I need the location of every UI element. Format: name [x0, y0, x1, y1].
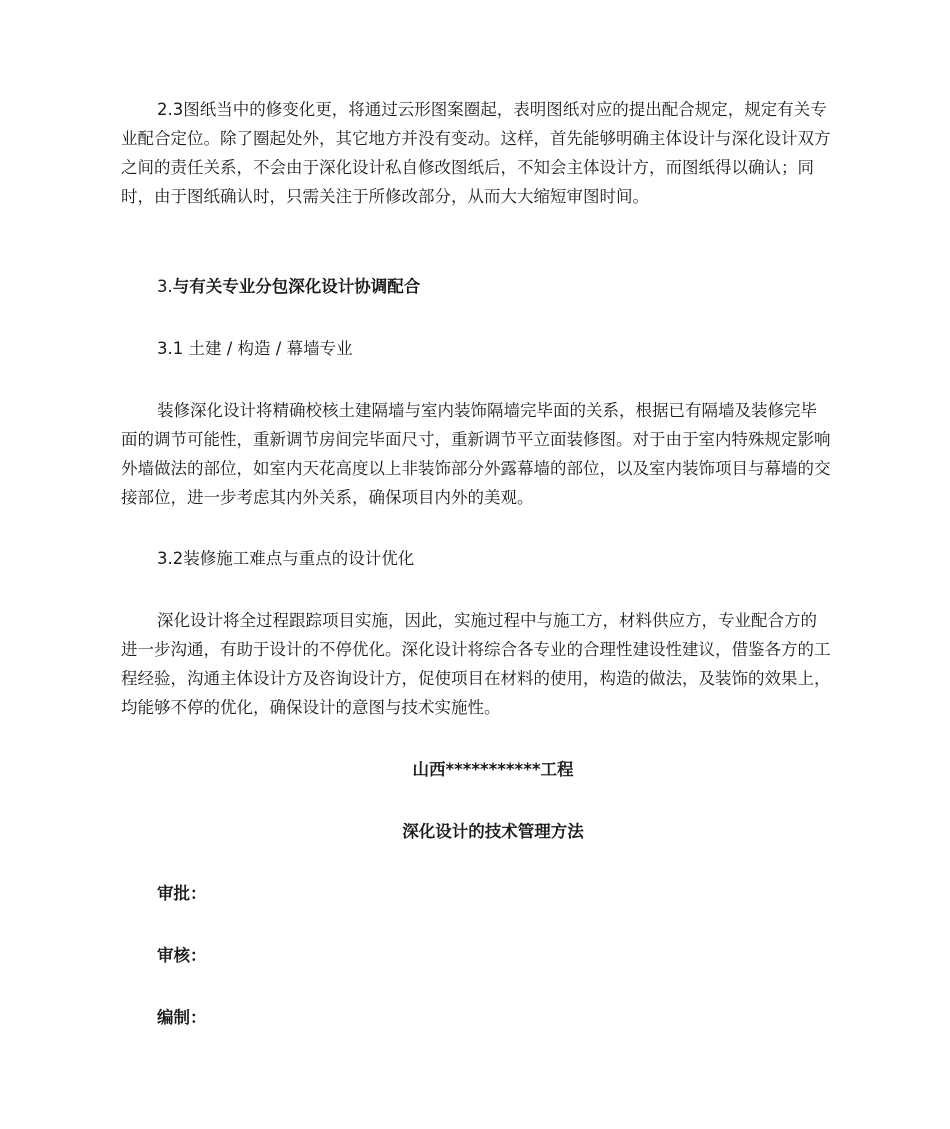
- paragraph-2-3: 2.3图纸当中的修变化更，将通过云形图案圈起，表明图纸对应的提出配合规定，规定有关专业配合定位。除了圈起处外，其它地方并没有变动。这样，首先能够明确主体设计与深化设计双方之间的责任关系，不会由于深化设计私自修改图纸后，不知会主体设计方，而图纸得以确认；同时，由于图纸确认时，只需关注于所修改部分，从而大大缩短审图时间。: [121, 100, 831, 206]
- compile-label: 编制：: [157, 1008, 207, 1027]
- section-3-number: 3.: [157, 277, 173, 296]
- section-3-1-heading: 3.1 土建 / 构造 / 幕墙专业: [157, 339, 353, 358]
- review-label: 审核：: [157, 946, 207, 965]
- project-title: 山西***********工程: [412, 760, 574, 779]
- section-3-heading: [121, 272, 831, 301]
- document-title: 深化设计的技术管理方法: [402, 822, 584, 841]
- paragraph-3-1: 装修深化设计将精确校核土建隔墙与室内装饰隔墙完毕面的关系，根据已有隔墙及装修完毕面的调节可能性，重新调节房间完毕面尺寸，重新调节平立面装修图。对于由于室内特殊规定影响外墙做法的部位，如室内天花高度以上非装饰部分外露幕墙的部位，以及室内装饰项目与幕墙的交接部位，进一步考虑其内外关系，确保项目内外的美观。: [121, 401, 831, 507]
- approve-label: 审批：: [157, 884, 207, 903]
- paragraph-3-2: 深化设计将全过程跟踪项目实施，因此，实施过程中与施工方，材料供应方，专业配合方的进一步沟通，有助于设计的不停优化。深化设计将综合各专业的合理性建设性建议，借鉴各方的工程经验，沟通主体设计方及咨询设计方，促使项目在材料的使用，构造的做法，及装饰的效果上，均能够不停的优化，确保设计的意图与技术实施性。: [121, 611, 831, 717]
- section-3-title: 与有关专业分包深化设计协调配合: [172, 277, 421, 296]
- section-3-2-heading: 3.2装修施工难点与重点的设计优化: [157, 549, 415, 568]
